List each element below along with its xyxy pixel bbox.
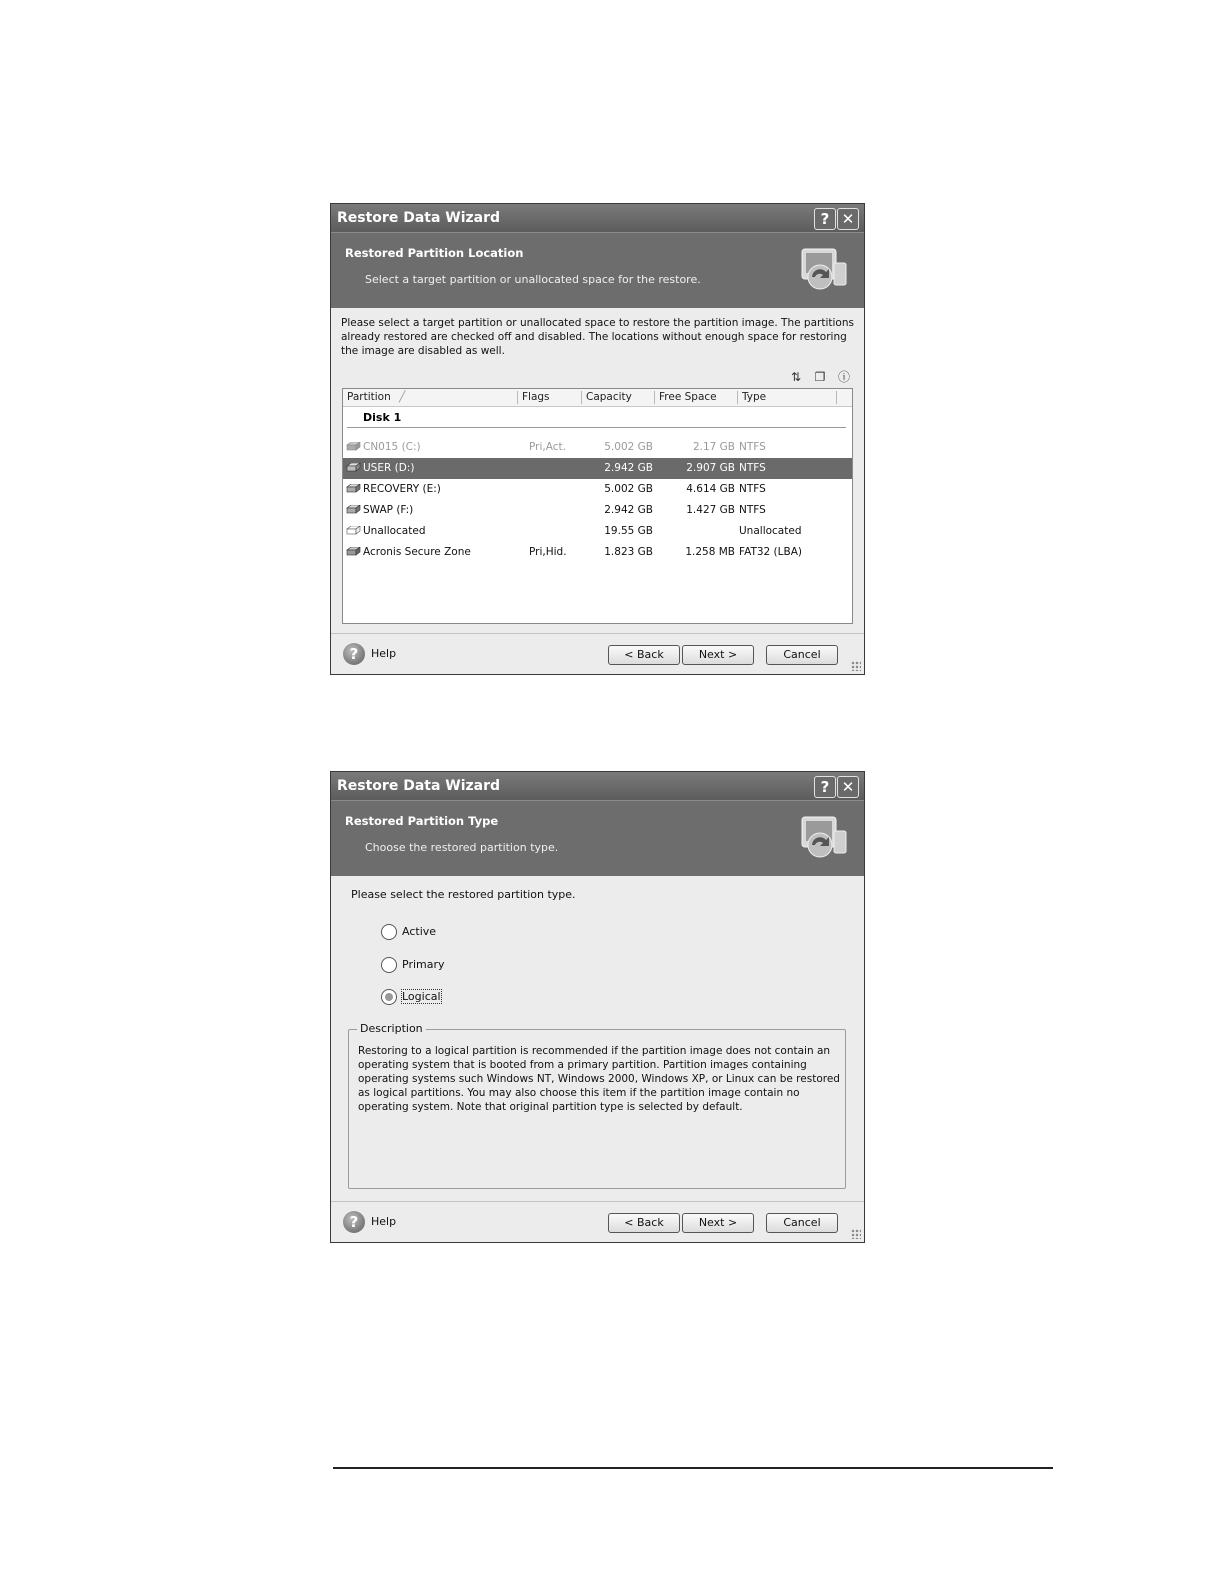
row-flags: Pri,Hid.: [529, 546, 567, 558]
row-free: 4.614 GB: [686, 483, 735, 495]
row-type: Unallocated: [739, 525, 802, 537]
disk-drive-icon: [346, 505, 361, 514]
back-button[interactable]: < Back: [608, 645, 680, 665]
table-row: [343, 437, 852, 458]
disk-drive-icon: [346, 484, 361, 493]
radio-circle[interactable]: [381, 989, 397, 1005]
restore-wizard-dialog-type: [330, 771, 865, 1243]
partition-list[interactable]: [342, 388, 853, 624]
wizard-header: [331, 232, 864, 308]
help-link[interactable]: Help: [371, 647, 397, 660]
row-name: Unallocated: [363, 525, 426, 537]
row-name: CN015 (C:): [363, 441, 421, 453]
radio-circle[interactable]: [381, 957, 397, 973]
disk-drive-icon: [346, 463, 361, 472]
row-name: SWAP (F:): [363, 504, 414, 516]
title-help-button[interactable]: ?: [814, 776, 836, 798]
col-partition[interactable]: Partition: [347, 391, 391, 403]
row-capacity: 19.55 GB: [604, 525, 653, 537]
info-icon[interactable]: ⓘ: [837, 370, 850, 384]
window-title: Restore Data Wizard: [337, 210, 501, 226]
intro-text: Please select a target partition or unallocated space to restore the partition image. The partitions already restored are checked off and disabled. The locations without enough space for restoring the image are disabled as well.: [341, 317, 854, 357]
wizard-content: [331, 876, 864, 1202]
disk-drive-icon: [346, 442, 361, 451]
row-free: 1.258 MB: [685, 546, 735, 558]
table-row[interactable]: [343, 458, 852, 479]
column-header-row: [343, 389, 852, 407]
title-help-button[interactable]: ?: [814, 208, 836, 230]
sort-icon[interactable]: ⇅: [790, 370, 802, 384]
window-title: Restore Data Wizard: [337, 778, 501, 794]
resize-grip-icon[interactable]: [851, 661, 861, 671]
next-button[interactable]: Next >: [682, 1213, 754, 1233]
disk-label: Disk 1: [363, 411, 402, 424]
back-button[interactable]: < Back: [608, 1213, 680, 1233]
col-free-space[interactable]: Free Space: [659, 391, 717, 403]
close-button[interactable]: ✕: [837, 776, 859, 798]
description-text: Restoring to a logical partition is recommended if the partition image does not contain an operating system that is booted from a primary partition. Partition images containing operating systems such Windows NT, Windows 2000, Windows XP, or Linux can be restored as logical partitions. You may also choose this item if the partition image contain no operating system. Note that original partition type is selected by default.: [358, 1045, 840, 1113]
radio-label[interactable]: Primary: [402, 958, 445, 971]
row-capacity: 2.942 GB: [604, 504, 653, 516]
title-bar[interactable]: [331, 204, 864, 232]
wizard-header: [331, 800, 864, 876]
wizard-footer: [331, 633, 864, 674]
row-type: FAT32 (LBA): [739, 546, 802, 558]
cancel-button[interactable]: Cancel: [766, 645, 838, 665]
col-flags[interactable]: Flags: [522, 391, 550, 403]
row-name: USER (D:): [363, 462, 415, 474]
restore-wizard-dialog-location: [330, 203, 865, 675]
table-row[interactable]: [343, 479, 852, 500]
table-row[interactable]: [343, 500, 852, 521]
row-free: 2.17 GB: [692, 441, 735, 453]
row-type: NTFS: [739, 462, 766, 474]
title-bar[interactable]: [331, 772, 864, 800]
resize-grip-icon[interactable]: [851, 1229, 861, 1239]
col-type[interactable]: Type: [742, 391, 767, 403]
header-title: Restored Partition Location: [345, 246, 524, 260]
row-type: NTFS: [739, 483, 766, 495]
header-title: Restored Partition Type: [345, 814, 499, 828]
row-capacity: 1.823 GB: [604, 546, 653, 558]
prompt-text: Please select the restored partition type.: [351, 888, 576, 901]
partition-rows: [343, 437, 852, 563]
row-name: RECOVERY (E:): [363, 483, 441, 495]
secure-zone-icon: [346, 547, 361, 556]
description-legend: Description: [357, 1022, 426, 1035]
properties-icon[interactable]: ❐: [814, 370, 826, 384]
wizard-restore-icon: [796, 243, 850, 297]
footer-rule: [333, 1467, 1053, 1469]
wizard-content: [331, 308, 864, 634]
row-flags: Pri,Act.: [529, 441, 566, 453]
table-row[interactable]: [343, 542, 852, 563]
header-subtitle: Choose the restored partition type.: [365, 841, 559, 854]
wizard-footer: [331, 1201, 864, 1242]
help-icon[interactable]: ?: [343, 643, 365, 665]
disk-group-header: [347, 407, 846, 428]
unallocated-space-icon: [346, 526, 361, 535]
help-link[interactable]: Help: [371, 1215, 397, 1228]
sort-indicator-icon: ╱: [399, 391, 406, 403]
row-capacity: 5.002 GB: [604, 441, 653, 453]
row-capacity: 2.942 GB: [604, 462, 653, 474]
table-row[interactable]: [343, 521, 852, 542]
help-icon[interactable]: ?: [343, 1211, 365, 1233]
radio-label[interactable]: Logical: [402, 990, 441, 1003]
wizard-restore-icon: [796, 811, 850, 865]
radio-circle[interactable]: [381, 924, 397, 940]
list-toolbar: [780, 366, 852, 385]
row-type: NTFS: [739, 504, 766, 516]
next-button[interactable]: Next >: [682, 645, 754, 665]
cancel-button[interactable]: Cancel: [766, 1213, 838, 1233]
description-group: [348, 1022, 846, 1189]
header-subtitle: Select a target partition or unallocated space for the restore.: [365, 273, 701, 286]
row-free: 2.907 GB: [686, 462, 735, 474]
close-button[interactable]: ✕: [837, 208, 859, 230]
row-name: Acronis Secure Zone: [363, 546, 471, 558]
row-capacity: 5.002 GB: [604, 483, 653, 495]
row-free: 1.427 GB: [686, 504, 735, 516]
col-capacity[interactable]: Capacity: [586, 391, 632, 403]
radio-label[interactable]: Active: [402, 925, 437, 938]
row-type: NTFS: [739, 441, 766, 453]
